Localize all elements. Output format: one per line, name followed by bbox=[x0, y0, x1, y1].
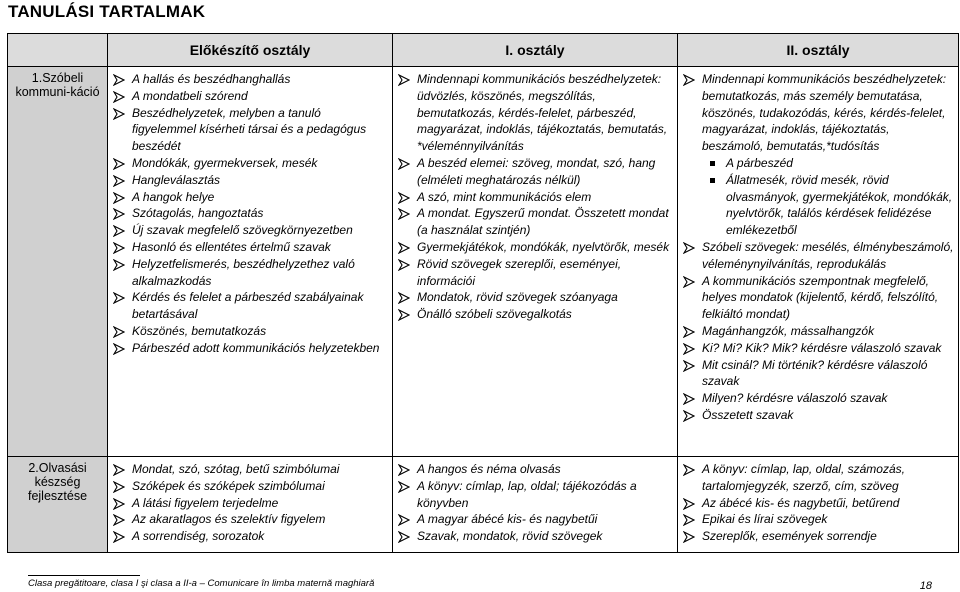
list-item-text: A könyv: címlap, lap, oldal, számozás, tartalomjegyzék, szerző, cím, szöveg bbox=[702, 462, 905, 493]
sub-item-list bbox=[680, 155, 954, 239]
list-item-text: A hangok helye bbox=[132, 189, 215, 204]
cell-grade1 bbox=[393, 457, 678, 553]
footer-rule bbox=[28, 575, 140, 576]
sub-list-item-text: A párbeszéd bbox=[726, 155, 793, 170]
list-item-text: Szótagolás, hangoztatás bbox=[132, 206, 264, 221]
item-list bbox=[110, 71, 388, 357]
arrow-bullet-icon bbox=[683, 498, 695, 510]
list-item bbox=[395, 189, 673, 206]
list-item bbox=[395, 289, 673, 306]
list-item bbox=[680, 511, 954, 528]
list-item bbox=[110, 289, 388, 323]
list-item bbox=[110, 189, 388, 206]
list-item bbox=[680, 407, 954, 424]
arrow-bullet-icon bbox=[113, 208, 125, 220]
list-item bbox=[110, 495, 388, 512]
list-item bbox=[395, 461, 673, 478]
list-item bbox=[110, 222, 388, 239]
list-item-text: Párbeszéd adott kommunikációs helyzetekben bbox=[132, 340, 380, 355]
row-oral-communication bbox=[8, 67, 959, 457]
list-item-text: Gyermekjátékok, mondókák, nyelvtörők, mesék bbox=[417, 239, 670, 254]
header-corner bbox=[8, 34, 108, 67]
list-item bbox=[680, 239, 954, 273]
arrow-bullet-icon bbox=[683, 343, 695, 355]
arrow-bullet-icon bbox=[398, 514, 410, 526]
list-item bbox=[110, 239, 388, 256]
sub-list-item-text: Állatmesék, rövid mesék, rövid olvasmányok, gyermekjátékok, mondókák, nyelvtörők, találós kérdések felidézése emlékezetből bbox=[726, 172, 953, 238]
header-col-grade1: I. osztály bbox=[393, 34, 678, 67]
list-item-text: A hallás és beszédhanghallás bbox=[132, 72, 291, 86]
arrow-bullet-icon bbox=[398, 74, 410, 86]
list-item-text: A könyv: címlap, lap, oldal; tájékozódás a könyvben bbox=[417, 478, 637, 510]
list-item bbox=[395, 256, 673, 290]
item-list bbox=[110, 461, 388, 545]
square-bullet-icon bbox=[710, 161, 715, 166]
arrow-bullet-icon bbox=[113, 259, 125, 271]
list-item-text: Ki? Mi? Kik? Mik? kérdésre válaszoló szavak bbox=[702, 340, 942, 355]
cell-prep bbox=[108, 67, 393, 457]
list-item-text: Szereplők, események sorrendje bbox=[702, 529, 877, 544]
sub-list-item bbox=[706, 172, 954, 239]
arrow-bullet-icon bbox=[683, 326, 695, 338]
item-list bbox=[680, 71, 954, 155]
arrow-bullet-icon bbox=[683, 531, 695, 543]
arrow-bullet-icon bbox=[398, 242, 410, 254]
list-item bbox=[110, 172, 388, 189]
list-item bbox=[680, 528, 954, 545]
list-item-text: Mindennapi kommunikációs beszédhelyzetek: bemutatkozás, más személy bemutatása, köszönés, tudakozódás, kérés, kérdés-felelet, magyarázat, indoklás, tájékoztatás, beszámoló, bemutatás,*tudósítás bbox=[702, 72, 947, 154]
list-item-text: A sorrendiség, sorozatok bbox=[132, 529, 265, 544]
header-col-prep: Előkészítő osztály bbox=[108, 34, 393, 67]
sub-list-item bbox=[706, 155, 954, 172]
arrow-bullet-icon bbox=[113, 192, 125, 204]
arrow-bullet-icon bbox=[683, 242, 695, 254]
list-item-text: A mondatbeli szórend bbox=[132, 88, 248, 103]
arrow-bullet-icon bbox=[113, 343, 125, 355]
list-item-text: Mondat, szó, szótag, betű szimbólumai bbox=[132, 462, 340, 476]
list-item bbox=[395, 478, 673, 512]
list-item-text: Hasonló és ellentétes értelmű szavak bbox=[132, 239, 331, 254]
square-bullet-icon bbox=[710, 178, 715, 183]
list-item bbox=[395, 511, 673, 528]
list-item bbox=[395, 306, 673, 323]
list-item-text: Hangleválasztás bbox=[132, 172, 221, 187]
list-item-text: A szó, mint kommunikációs elem bbox=[417, 189, 592, 204]
list-item-text: A kommunikációs szempontnak megfelelő, helyes mondatok (kijelentő, kérdő, felszólító, felkiáltó mondat) bbox=[702, 273, 939, 322]
arrow-bullet-icon bbox=[113, 326, 125, 338]
page-title: TANULÁSI TARTALMAK bbox=[8, 2, 206, 21]
list-item-text: A beszéd elemei: szöveg, mondat, szó, hang (elméleti meghatározás nélkül) bbox=[417, 155, 656, 187]
list-item-text: Mindennapi kommunikációs beszédhelyzetek: üdvözlés, köszönés, megszólítás, bemutatkozás, kérdés-felelet, párbeszéd, magyarázat, indoklás, tájékoztatás, bemutatás, *véleménnyilvánítás bbox=[417, 72, 668, 154]
item-list bbox=[395, 71, 673, 323]
row-label: 1.Szóbeli kommuni-káció bbox=[8, 67, 108, 457]
list-item bbox=[110, 340, 388, 357]
arrow-bullet-icon bbox=[113, 481, 125, 493]
list-item-text: Köszönés, bemutatkozás bbox=[132, 323, 267, 338]
arrow-bullet-icon bbox=[683, 410, 695, 422]
arrow-bullet-icon bbox=[113, 175, 125, 187]
list-item bbox=[680, 390, 954, 407]
arrow-bullet-icon bbox=[683, 514, 695, 526]
list-item bbox=[110, 71, 388, 88]
arrow-bullet-icon bbox=[113, 225, 125, 237]
list-item-text: Szóképek és szóképek szimbólumai bbox=[132, 478, 325, 493]
list-item bbox=[680, 71, 954, 155]
cell-grade1 bbox=[393, 67, 678, 457]
list-item bbox=[110, 88, 388, 105]
list-item bbox=[395, 71, 673, 155]
arrow-bullet-icon bbox=[113, 531, 125, 543]
list-item-text: Magánhangzók, mássalhangzók bbox=[702, 323, 875, 338]
arrow-bullet-icon bbox=[398, 192, 410, 204]
list-item-text: Mondatok, rövid szövegek szóanyaga bbox=[417, 290, 618, 305]
list-item bbox=[110, 105, 388, 155]
arrow-bullet-icon bbox=[398, 208, 410, 220]
list-item bbox=[110, 323, 388, 340]
arrow-bullet-icon bbox=[113, 242, 125, 254]
arrow-bullet-icon bbox=[398, 259, 410, 271]
list-item bbox=[110, 511, 388, 528]
list-item-text: A látási figyelem terjedelme bbox=[132, 495, 279, 510]
arrow-bullet-icon bbox=[113, 158, 125, 170]
list-item bbox=[680, 340, 954, 357]
list-item-text: Az akaratlagos és szelektív figyelem bbox=[132, 512, 326, 527]
item-list bbox=[680, 461, 954, 545]
list-item bbox=[110, 478, 388, 495]
arrow-bullet-icon bbox=[113, 498, 125, 510]
arrow-bullet-icon bbox=[113, 108, 125, 120]
arrow-bullet-icon bbox=[683, 74, 695, 86]
cell-grade2 bbox=[678, 67, 959, 457]
list-item bbox=[395, 528, 673, 545]
list-item-text: Helyzetfelismerés, beszédhelyzethez való alkalmazkodás bbox=[132, 256, 355, 288]
list-item bbox=[395, 155, 673, 189]
header-col-grade2: II. osztály bbox=[678, 34, 959, 67]
list-item-text: Milyen? kérdésre válaszoló szavak bbox=[702, 391, 888, 406]
arrow-bullet-icon bbox=[113, 464, 125, 476]
row-label: 2.Olvasási készség fejlesztése bbox=[8, 457, 108, 553]
arrow-bullet-icon bbox=[113, 514, 125, 526]
list-item bbox=[110, 205, 388, 222]
arrow-bullet-icon bbox=[683, 393, 695, 405]
list-item-text: Önálló szóbeli szövegalkotás bbox=[417, 307, 572, 322]
arrow-bullet-icon bbox=[398, 481, 410, 493]
item-list bbox=[680, 239, 954, 424]
header-row bbox=[8, 34, 959, 67]
arrow-bullet-icon bbox=[398, 531, 410, 543]
arrow-bullet-icon bbox=[683, 276, 695, 288]
curriculum-table bbox=[7, 33, 959, 553]
arrow-bullet-icon bbox=[683, 360, 695, 372]
page-number: 18 bbox=[919, 580, 932, 592]
arrow-bullet-icon bbox=[683, 464, 695, 476]
row-reading-skills bbox=[8, 457, 959, 553]
list-item bbox=[110, 461, 388, 478]
list-item bbox=[680, 495, 954, 512]
list-item-text: Kérdés és felelet a párbeszéd szabályainak betartásával bbox=[132, 290, 364, 322]
arrow-bullet-icon bbox=[398, 309, 410, 321]
arrow-bullet-icon bbox=[398, 158, 410, 170]
list-item-text: A magyar ábécé kis- és nagybetűi bbox=[417, 512, 598, 527]
arrow-bullet-icon bbox=[398, 292, 410, 304]
arrow-bullet-icon bbox=[113, 91, 125, 103]
list-item bbox=[680, 461, 954, 495]
list-item-text: A hangos és néma olvasás bbox=[417, 462, 561, 476]
list-item bbox=[680, 323, 954, 340]
list-item bbox=[680, 273, 954, 323]
list-item-text: Új szavak megfelelő szövegkörnyezetben bbox=[132, 223, 353, 238]
list-item-text: Összetett szavak bbox=[702, 407, 794, 422]
cell-grade2 bbox=[678, 457, 959, 553]
list-item-text: Beszédhelyzetek, melyben a tanuló figyelemmel kísérheti társai és a pedagógus beszédét bbox=[132, 105, 367, 154]
footer-text: Clasa pregătitoare, clasa I şi clasa a II-a – Comunicare în limba maternă maghiară bbox=[28, 578, 375, 589]
list-item bbox=[680, 357, 954, 391]
list-item bbox=[110, 528, 388, 545]
list-item-text: Szóbeli szövegek: mesélés, élménybeszámoló, véleménynyilvánítás, reprodukálás bbox=[702, 239, 954, 271]
list-item-text: Epikai és lírai szövegek bbox=[702, 512, 828, 527]
cell-prep bbox=[108, 457, 393, 553]
list-item bbox=[395, 205, 673, 239]
list-item bbox=[395, 239, 673, 256]
list-item bbox=[110, 256, 388, 290]
list-item-text: Mondókák, gyermekversek, mesék bbox=[132, 155, 318, 170]
list-item-text: Rövid szövegek szereplői, eseményei, információi bbox=[417, 256, 622, 288]
arrow-bullet-icon bbox=[113, 292, 125, 304]
list-item-text: Szavak, mondatok, rövid szövegek bbox=[417, 529, 603, 544]
item-list bbox=[395, 461, 673, 545]
arrow-bullet-icon bbox=[398, 464, 410, 476]
arrow-bullet-icon bbox=[113, 74, 125, 86]
list-item-text: A mondat. Egyszerű mondat. Összetett mondat (a használat szintjén) bbox=[417, 206, 669, 238]
list-item-text: Mit csinál? Mi történik? kérdésre válaszoló szavak bbox=[702, 357, 928, 389]
list-item-text: Az ábécé kis- és nagybetűi, betűrend bbox=[702, 495, 900, 510]
list-item bbox=[110, 155, 388, 172]
